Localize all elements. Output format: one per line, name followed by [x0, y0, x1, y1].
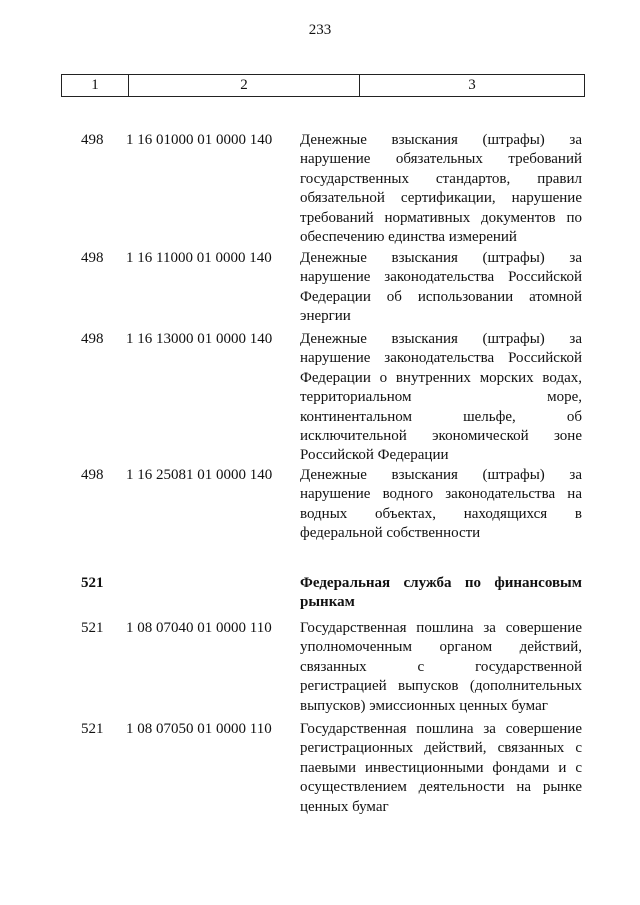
description-line: рынкам — [300, 594, 355, 611]
description-line: федеральной собственности — [300, 525, 481, 542]
admin-code: 498 — [81, 467, 104, 483]
budget-classification-code: 1 16 01000 01 0000 140 — [126, 132, 273, 148]
table-header — [61, 74, 585, 97]
description-line: паевыми инвестиционными фондами и с — [300, 759, 582, 776]
revenue-description — [300, 574, 582, 613]
description-line: водных объектах, находящихся в — [300, 505, 582, 522]
description-line: осуществлением деятельности на рынке — [300, 779, 582, 796]
revenue-description — [300, 619, 582, 716]
description-line: обеспечению единства измерений — [300, 229, 517, 246]
budget-classification-code: 1 16 25081 01 0000 140 — [126, 467, 273, 483]
description-line: Федеральная служба по финансовым — [300, 575, 582, 591]
description-line: Денежные взыскания (штрафы) за — [300, 331, 582, 347]
description-line: Денежные взыскания (штрафы) за — [300, 132, 582, 148]
admin-code: 521 — [81, 620, 104, 636]
revenue-description — [300, 720, 582, 817]
description-line: нарушение законодательства Российской — [300, 269, 582, 286]
admin-code: 498 — [81, 250, 104, 266]
page-number: 233 — [308, 22, 332, 38]
admin-code: 498 — [81, 331, 104, 347]
revenue-description — [300, 249, 582, 327]
column-header-2: 2 — [129, 75, 360, 96]
description-line: энергии — [300, 308, 351, 325]
description-line: Государственная пошлина за совершение — [300, 721, 582, 737]
admin-code: 521 — [81, 721, 104, 737]
description-line: исключительной экономической зоне — [300, 428, 582, 445]
description-line: выпусков) эмиссионных ценных бумаг — [300, 697, 548, 714]
admin-code: 521 — [81, 575, 104, 591]
description-line: регистрацией выпусков (дополнительных — [300, 678, 582, 695]
description-line: территориальном море, — [300, 389, 582, 406]
description-line: требований нормативных документов по — [300, 209, 582, 226]
revenue-description — [300, 131, 582, 247]
description-line: ценных бумаг — [300, 798, 389, 815]
revenue-description — [300, 330, 582, 466]
description-line: регистрационных действий, связанных с — [300, 740, 582, 757]
budget-classification-code: 1 08 07040 01 0000 110 — [126, 620, 272, 636]
admin-code: 498 — [81, 132, 104, 148]
description-line: нарушение законодательства Российской — [300, 350, 582, 367]
budget-classification-code: 1 16 11000 01 0000 140 — [126, 250, 272, 266]
description-line: уполномоченным органом действий, — [300, 639, 582, 656]
description-line: Федерации об использовании атомной — [300, 288, 582, 305]
description-line: Государственная пошлина за совершение — [300, 620, 582, 636]
description-line: Российской Федерации — [300, 447, 449, 464]
description-line: континентальном шельфе, об — [300, 408, 582, 425]
description-line: нарушение обязательных требований — [300, 151, 582, 168]
description-line: связанных с государственной — [300, 658, 582, 675]
description-line: обязательной сертификации, нарушение — [300, 190, 582, 207]
description-line: Денежные взыскания (штрафы) за — [300, 467, 582, 483]
column-header-3: 3 — [468, 77, 476, 93]
description-line: государственных стандартов, правил — [300, 170, 582, 187]
description-line: нарушение водного законодательства на — [300, 486, 582, 503]
description-line: Федерации о внутренних морских водах, — [300, 369, 582, 386]
description-line: Денежные взыскания (штрафы) за — [300, 250, 582, 266]
revenue-description — [300, 466, 582, 544]
column-header-1: 1 — [62, 75, 129, 96]
budget-classification-code: 1 08 07050 01 0000 110 — [126, 721, 272, 737]
budget-classification-code: 1 16 13000 01 0000 140 — [126, 331, 273, 347]
